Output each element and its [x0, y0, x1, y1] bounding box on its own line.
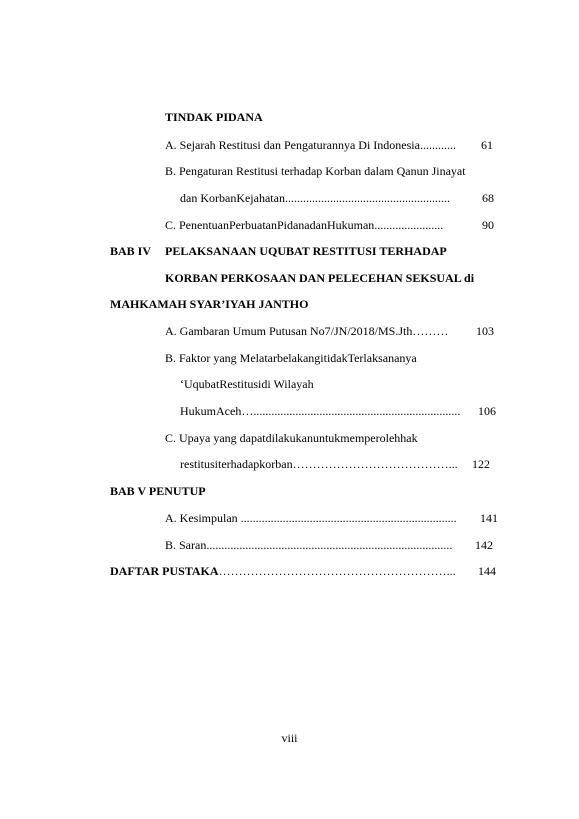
- chapter-heading-continued: TINDAK PIDANA: [165, 110, 263, 124]
- page-number-footer: viii: [281, 731, 298, 745]
- toc-entry-b-line2: dan KorbanKejahatan.......................................................: [180, 191, 450, 205]
- toc-entry-a: A. Sejarah Restitusi dan Pengaturannya Di Indonesia............: [165, 138, 456, 152]
- toc-entry-bab4-a: A. Gambaran Umum Putusan No7/JN/2018/MS.Jth………: [165, 324, 449, 338]
- toc-entry-bab4-b-page: 106: [478, 404, 496, 418]
- toc-entry-bab4-b-line3: HukumAceh….....................................................................: [180, 404, 461, 418]
- toc-entry-bab5-a: A. Kesimpulan ........................................................................: [165, 511, 457, 525]
- toc-entry-daftar-pustaka: [110, 564, 456, 578]
- toc-entry-bab4-a-page: 103: [476, 324, 494, 338]
- chapter-title-bab4-line3: MAHKAMAH SYAR’IYAH JANTHO: [110, 297, 309, 311]
- toc-entry-bab4-c-page: 122: [472, 457, 490, 471]
- chapter-title-bab4-line2: KORBAN PERKOSAAN DAN PELECEHAN SEKSUAL di: [165, 271, 475, 285]
- chapter-title-bab5: BAB V PENUTUP: [110, 484, 206, 498]
- toc-entry-bab4-c-line2: restitusiterhadapkorban…………………………………...: [180, 457, 458, 471]
- toc-entry-daftar-pustaka-page: 144: [478, 564, 496, 578]
- toc-entry-bab5-a-page: 141: [480, 511, 498, 525]
- toc-entry-bab5-b-page: 142: [475, 538, 493, 552]
- toc-entry-bab4-b-line1: B. Faktor yang MelatarbelakangitidakTerlaksananya: [165, 351, 417, 365]
- toc-entry-bab5-b: B. Saran..................................................................................: [165, 538, 453, 552]
- toc-entry-b-page: 68: [482, 191, 494, 205]
- chapter-label-bab4: BAB IV: [110, 244, 152, 258]
- daftar-pustaka-leader: …………………………………………………...: [218, 564, 456, 578]
- toc-entry-b-line1: B. Pengaturan Restitusi terhadap Korban dalam Qanun Jinayat: [165, 164, 466, 178]
- toc-entry-c-page: 90: [482, 218, 494, 232]
- toc-entry-a-page: 61: [481, 138, 493, 152]
- toc-entry-bab4-b-line2: ‘UqubatRestitusidi Wilayah: [180, 377, 314, 391]
- toc-entry-c: C. PenentuanPerbuatanPidanadanHukuman.......................: [165, 218, 444, 232]
- chapter-title-bab4-line1: PELAKSANAAN UQUBAT RESTITUSI TERHADAP: [165, 244, 447, 258]
- toc-entry-bab4-c-line1: C. Upaya yang dapatdilakukanuntukmemperolehhak: [165, 431, 418, 445]
- daftar-pustaka-label: DAFTAR PUSTAKA: [110, 564, 219, 578]
